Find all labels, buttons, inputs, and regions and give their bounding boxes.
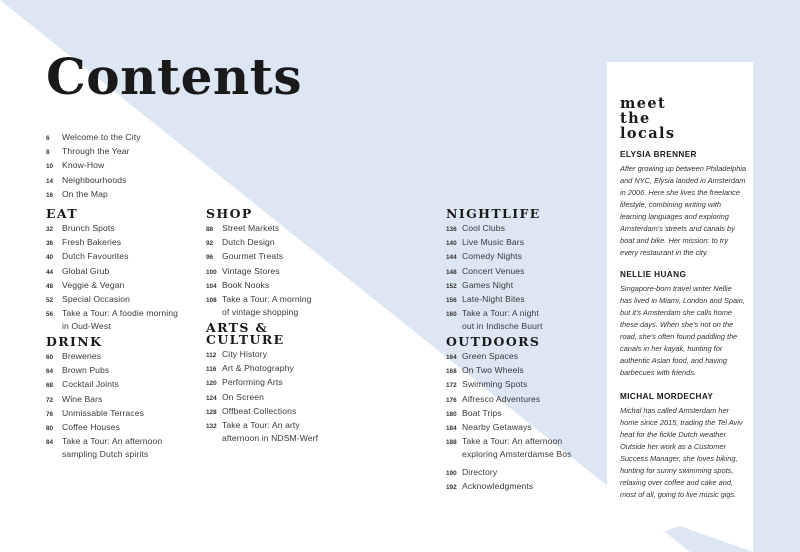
local-profile: [620, 392, 750, 501]
entry-label: Dutch Design: [222, 237, 275, 248]
entry-label: Take a Tour: An arty: [222, 420, 300, 431]
page-number: 92: [206, 240, 214, 248]
entry-label: Acknowledgments: [462, 481, 534, 492]
entry-label: Special Occasion: [62, 294, 130, 305]
page-number: 32: [46, 226, 54, 233]
heading-line: CULTURE: [206, 332, 285, 347]
entry-label: On the Map: [62, 188, 108, 199]
toc-entry[interactable]: [46, 279, 178, 293]
toc-entry[interactable]: [446, 466, 533, 480]
entry-label: Performing Arts: [222, 377, 283, 388]
heading-line: meet: [620, 95, 667, 112]
entry-label: Comedy Nights: [462, 251, 523, 262]
page-number: 190: [446, 470, 457, 477]
page-number: 96: [206, 254, 214, 262]
section-heading-eat: EAT: [46, 206, 79, 221]
local-bio: After growing up between Philadelphia and NYC, Elysia landed in Amsterdam in 2006. Here she lives the freelance lifestyle, combining writing with learning languages and exploring Amsterdam's streets and canals by boat and bike. Her mission: to try every restaurant in the city.: [620, 164, 747, 257]
page-number: 100: [206, 268, 217, 276]
toc-entry[interactable]: [46, 265, 178, 279]
intro-list: [46, 131, 141, 202]
heading-line: the: [620, 110, 651, 127]
toc-entry-tour[interactable]: [446, 435, 572, 461]
heading-line: locals: [620, 125, 676, 142]
page-number: 40: [46, 254, 54, 262]
entry-label: Take a Tour: A night: [462, 308, 539, 319]
drink-list: [46, 350, 162, 462]
toc-entry[interactable]: [446, 407, 572, 421]
local-profile: [620, 270, 750, 379]
eat-list: [46, 222, 178, 334]
entry-label: Swimming Spots: [462, 379, 528, 390]
toc-entry-tour[interactable]: [46, 307, 178, 333]
entry-label-continued: out in Indische Buurt: [462, 321, 543, 332]
page-number: 136: [446, 226, 457, 233]
local-profile: [620, 150, 750, 259]
entry-label: Street Markets: [222, 223, 280, 233]
local-bio: Michal has called Amsterdam her home since 2015, trading the Tel Aviv heat for the fickle Dutch weather. Outside her work as a Customer Success Manager, she loves biking, hunting for sunny swimming spots, relaxing over coffee and cake and, most of all, going to live music gigs.: [620, 406, 743, 499]
outdoors-list: [446, 350, 572, 462]
toc-entry[interactable]: [206, 265, 311, 279]
meet-the-locals-heading: [620, 96, 675, 141]
page-number: 76: [46, 410, 54, 418]
entry-label: Fresh Bakeries: [62, 237, 122, 248]
entry-label: Take a Tour: A foodie morning: [62, 308, 178, 319]
toc-entry[interactable]: [46, 293, 178, 307]
page-number: 160: [446, 311, 457, 319]
page-number: 156: [446, 297, 457, 305]
toc-entry[interactable]: [46, 236, 178, 250]
entry-label-continued: in Oud-West: [62, 321, 111, 332]
entry-label: Coffee Houses: [62, 422, 120, 433]
page-number: 120: [206, 380, 217, 388]
page-number: 72: [46, 396, 54, 404]
page-number: 84: [46, 439, 54, 447]
page-number: 128: [206, 408, 217, 416]
entry-label: Brunch Spots: [62, 223, 115, 233]
page-number: 140: [446, 240, 457, 248]
toc-entry[interactable]: [446, 279, 542, 293]
page-number: 14: [46, 177, 54, 185]
toc-entry[interactable]: [46, 145, 141, 159]
nightlife-list: [446, 222, 542, 334]
entry-label: Breweries: [62, 351, 102, 361]
toc-entry[interactable]: [46, 159, 141, 173]
page-number: 8: [46, 149, 50, 157]
local-name: NELLIE HUANG: [620, 270, 687, 279]
entry-label: Cocktail Joints: [62, 379, 119, 390]
shop-list: [206, 222, 311, 319]
entry-label: On Screen: [222, 391, 264, 402]
entry-label: Vintage Stores: [222, 265, 280, 276]
entry-label: Green Spaces: [462, 351, 519, 361]
section-heading-drink: DRINK: [46, 334, 103, 349]
page-number: 64: [46, 368, 54, 376]
page-number: 168: [446, 368, 457, 376]
entry-label: Global Grub: [62, 265, 110, 276]
page-number: 16: [46, 191, 54, 199]
toc-entry[interactable]: [446, 222, 542, 236]
toc-entry[interactable]: [46, 364, 162, 378]
page-title: Contents: [46, 47, 303, 106]
entry-label: Veggie & Vegan: [62, 279, 125, 290]
meet-the-locals-panel: [607, 62, 753, 552]
toc-entry[interactable]: [46, 131, 141, 145]
entry-label: Brown Pubs: [62, 365, 110, 376]
toc-entry[interactable]: [46, 393, 162, 407]
entry-label: Take a Tour: A morning: [222, 294, 312, 305]
toc-entry[interactable]: [446, 236, 542, 250]
page-number: 172: [446, 382, 457, 390]
local-bio: Singapore-born travel writer Nellie has lived in Miami, London and Spain, but it's Amsterdam she calls home these days. When she's not on the road, she's often found paddling the canals in her kayak, hunting for authentic Asian food, and having barbecues with friends.: [620, 284, 745, 377]
page-number: 44: [46, 268, 54, 276]
entry-label: Gourmet Treats: [222, 251, 284, 262]
toc-entry[interactable]: [206, 362, 318, 376]
toc-entry-tour[interactable]: [206, 419, 318, 445]
entry-label: Games Night: [462, 279, 514, 290]
page-number: 68: [46, 382, 54, 390]
section-heading-nightlife: NIGHTLIFE: [446, 206, 541, 221]
entry-label: Nearby Getaways: [462, 422, 532, 433]
toc-entry[interactable]: [46, 174, 141, 188]
toc-entry[interactable]: [206, 236, 311, 250]
section-heading-arts-culture: [206, 322, 285, 346]
section-heading-shop: SHOP: [206, 206, 253, 221]
entry-label: Directory: [462, 467, 498, 477]
entry-label: Boat Trips: [462, 407, 502, 418]
toc-entry[interactable]: [46, 250, 178, 264]
entry-label-continued: of vintage shopping: [222, 307, 299, 318]
toc-entry[interactable]: [446, 480, 533, 494]
entry-label: Concert Venues: [462, 265, 525, 276]
page-number: 176: [446, 396, 457, 404]
entry-label: Through the Year: [62, 146, 130, 157]
page-number: 10: [46, 163, 54, 171]
toc-entry[interactable]: [446, 378, 572, 392]
toc-entry[interactable]: [206, 279, 311, 293]
page-number: 180: [446, 410, 457, 418]
entry-label: Unmissable Terraces: [62, 407, 144, 418]
page-number: 164: [446, 354, 457, 361]
page-number: 184: [446, 425, 457, 433]
page-number: 104: [206, 282, 217, 290]
toc-entry[interactable]: [206, 376, 318, 390]
arts-list: [206, 348, 318, 445]
page-number: 148: [446, 268, 457, 276]
back-matter-list: [446, 466, 533, 494]
page-number: 188: [446, 439, 457, 447]
entry-label: Cool Clubs: [462, 223, 506, 233]
page-number: 36: [46, 240, 54, 248]
toc-entry[interactable]: [206, 348, 318, 362]
entry-label: Book Nooks: [222, 279, 270, 290]
entry-label: Live Music Bars: [462, 237, 525, 248]
toc-entry[interactable]: [446, 265, 542, 279]
toc-entry[interactable]: [446, 250, 542, 264]
toc-entry[interactable]: [206, 391, 318, 405]
toc-entry[interactable]: [446, 350, 572, 364]
toc-entry[interactable]: [46, 188, 141, 202]
page-number: 6: [46, 135, 50, 142]
local-name: MICHAL MORDECHAY: [620, 392, 714, 401]
page-number: 112: [206, 352, 217, 359]
entry-label-continued: sampling Dutch spirits: [62, 449, 149, 460]
page-number: 152: [446, 282, 457, 290]
page-number: 144: [446, 254, 457, 262]
entry-label: Dutch Favourites: [62, 251, 129, 262]
toc-entry-tour[interactable]: [446, 307, 542, 333]
page-number: 116: [206, 366, 217, 374]
toc-entry[interactable]: [446, 421, 572, 435]
toc-entry-tour[interactable]: [206, 293, 311, 319]
page-number: 80: [46, 425, 54, 433]
entry-label-continued: afternoon in NDSM-Werf: [222, 433, 319, 444]
page-number: 88: [206, 226, 214, 233]
entry-label: Know-How: [62, 160, 105, 171]
page-number: 56: [46, 311, 54, 319]
page-number: 124: [206, 394, 217, 402]
entry-label: City History: [222, 349, 268, 359]
toc-entry[interactable]: [446, 293, 542, 307]
section-heading-outdoors: OUTDOORS: [446, 334, 541, 349]
toc-entry[interactable]: [206, 405, 318, 419]
page-number: 192: [446, 484, 457, 492]
toc-entry[interactable]: [46, 407, 162, 421]
entry-label: On Two Wheels: [462, 365, 524, 376]
page-number: 48: [46, 282, 54, 290]
entry-label: Wine Bars: [62, 393, 103, 404]
page-number: 52: [46, 297, 54, 305]
page-number: 60: [46, 354, 54, 361]
toc-entry[interactable]: [46, 378, 162, 392]
entry-label: Art & Photography: [222, 363, 294, 374]
entry-label: Take a Tour: An afternoon: [462, 436, 563, 447]
entry-label: Late-Night Bites: [462, 294, 525, 305]
toc-entry[interactable]: [46, 421, 162, 435]
entry-label: Offbeat Collections: [222, 405, 297, 416]
entry-label-continued: exploring Amsterdamse Bos: [462, 449, 572, 460]
page-number: 108: [206, 297, 217, 305]
entry-label: Welcome to the City: [62, 132, 141, 142]
heading-line: ARTS &: [206, 320, 269, 335]
toc-entry[interactable]: [206, 250, 311, 264]
entry-label: Take a Tour: An afternoon: [62, 436, 163, 447]
entry-label: Neighbourhoods: [62, 174, 127, 185]
toc-entry-tour[interactable]: [46, 435, 162, 461]
toc-entry[interactable]: [46, 350, 162, 364]
toc-entry[interactable]: [446, 393, 572, 407]
entry-label: Alfresco Adventures: [462, 393, 541, 404]
toc-entry[interactable]: [446, 364, 572, 378]
toc-entry[interactable]: [46, 222, 178, 236]
page-number: 132: [206, 423, 217, 431]
local-name: ELYSIA BRENNER: [620, 150, 697, 159]
toc-entry[interactable]: [206, 222, 311, 236]
